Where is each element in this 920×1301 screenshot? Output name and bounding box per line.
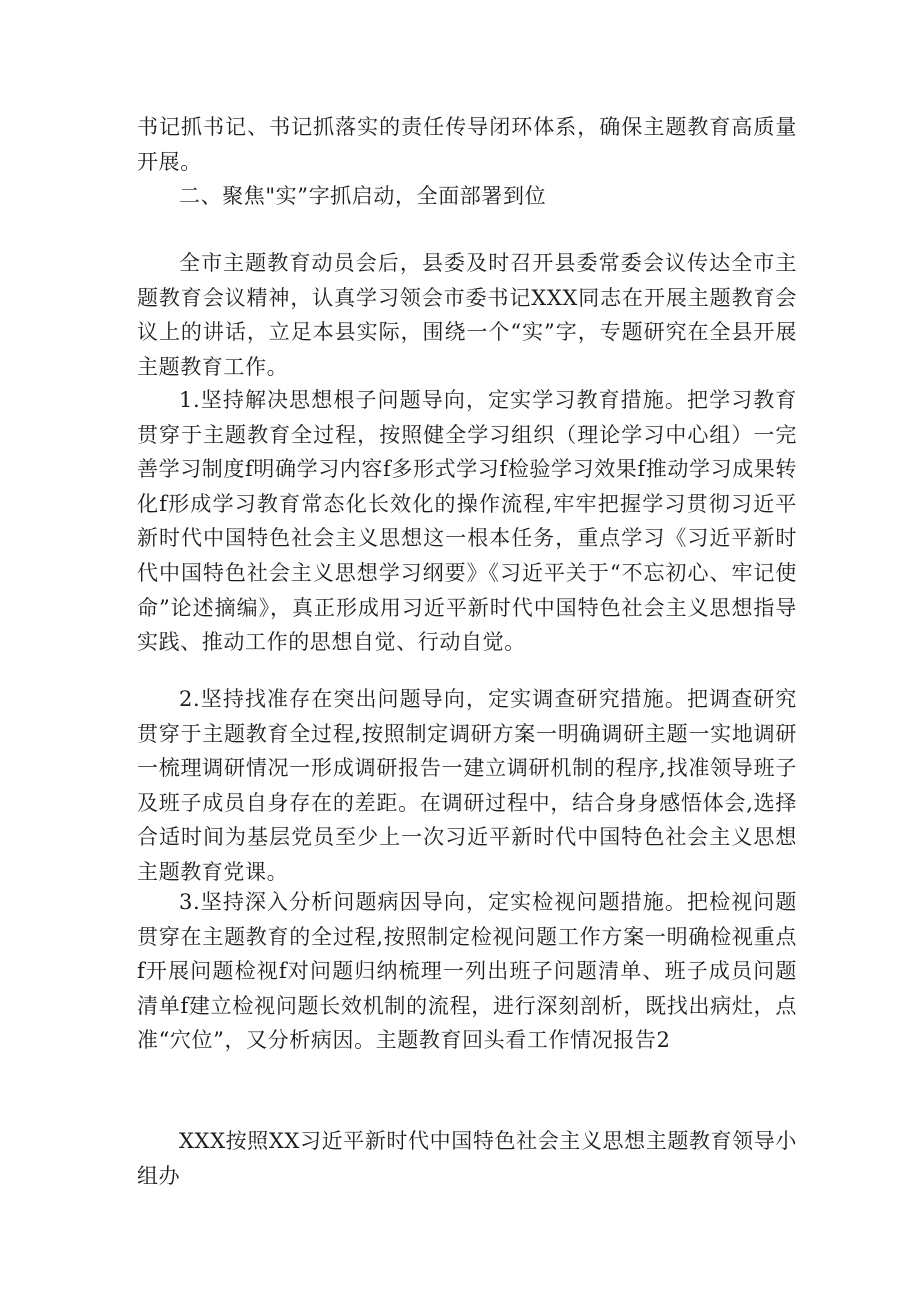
- paragraph-item-1: 1.坚持解决思想根子问题导向，定实学习教育措施。把学习教育贯穿于主题教育全过程，按照健全学习组织（理论学习中心组）一完善学习制度f明确学习内容f多形式学习f检验学习效果f推动学习成果转化f形成学习教育常态化长效化的操作流程,牢牢把握学习贯彻习近平新时代中国特色社会主义思想这一根本任务，重点学习《习近平新时代中国特色社会主义思想学习纲要》《习近平关于“不忘初心、牢记使命”论述摘编》，真正形成用习近平新时代中国特色社会主义思想指导实践、推动工作的思想自觉、行动自觉。: [137, 388, 797, 655]
- paragraph-intro: 全市主题教育动员会后，县委及时召开县委常委会议传达全市主题教育会议精神，认真学习领会市委书记XXX同志在开展主题教育会议上的讲话，立足本县实际，围绕一个“实”字，专题研究在全县开展主题教育工作。: [137, 251, 797, 379]
- section-heading: 二、聚焦"实”字抓启动，全面部署到位: [179, 184, 547, 208]
- paragraph-next-report: XXX按照XX习近平新时代中国特色社会主义思想主题教育领导小组办: [137, 1129, 797, 1188]
- paragraph-item-2: 2.坚持找准存在突出问题导向，定实调查研究措施。把调查研究贯穿于主题教育全过程,按照制定调研方案一明确调研主题一实地调研一梳理调研情况一形成调研报告一建立调研机制的程序,找准领导班子及班子成员自身存在的差距。在调研过程中，结合身身感悟体会,选择合适时间为基层党员至少上一次习近平新时代中国特色社会主义思想主题教育党课。: [137, 687, 797, 884]
- paragraph-continuation: 书记抓书记、书记抓落实的责任传导闭环体系，确保主题教育高质量开展。: [137, 115, 797, 174]
- paragraph-item-3: 3.坚持深入分析问题病因导向，定实检视问题措施。把检视问题贯穿在主题教育的全过程,按照制定检视问题工作方案一明确检视重点f开展问题检视f对问题归纳梳理一列出班子问题清单、班子成员问题清单f建立检视问题长效机制的流程，进行深刻剖析，既找出病灶，点准“穴位”，又分析病因。主题教育回头看工作情况报告2: [137, 890, 797, 1053]
